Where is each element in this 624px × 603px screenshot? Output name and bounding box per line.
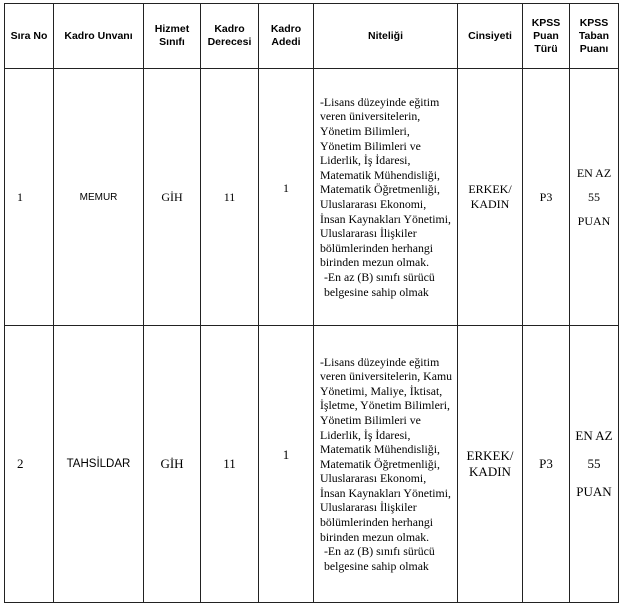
cell-nitelik — [314, 69, 458, 326]
cell-derece: 11 — [201, 326, 259, 603]
cell-unvan: MEMUR — [54, 69, 144, 326]
cell-derece: 11 — [201, 69, 259, 326]
table-row — [5, 69, 619, 326]
cell-sira: 2 — [5, 326, 54, 603]
header-hizmet-sinifi: Hizmet Sınıfı — [144, 4, 201, 69]
taban-line-1: EN AZ — [576, 166, 612, 180]
cell-unvan: TAHSİLDAR — [54, 326, 144, 603]
taban-line-2: 55 — [587, 456, 601, 471]
nitelik-text-2: -En az (B) sınıfı sürücü belgesine sahip olmak — [324, 544, 435, 573]
kadro-table — [4, 3, 619, 603]
cell-puan-turu: P3 — [523, 69, 570, 326]
cell-cinsiyet: ERKEK/ KADIN — [458, 326, 523, 603]
table-row — [5, 326, 619, 603]
cell-sinif: GİH — [144, 69, 201, 326]
nitelik-text: -Lisans düzeyinde eğitim veren üniversitelerin, Yönetim Bilimleri, Yönetim Bilimleri ve Liderlik, İş İdaresi, Matematik Mühendisliği, Matematik Öğretmenliği, Uluslararası Ekonomi, İnsan Kaynakları Yönetimi, Uluslararası İlişkiler bölümlerinden herhangi birinden mezun olmak. — [320, 94, 451, 270]
header-cinsiyeti: Cinsiyeti — [458, 4, 523, 69]
taban-line-2: 55 — [588, 190, 600, 204]
cell-puan-turu: P3 — [523, 326, 570, 603]
taban-line-3: PUAN — [577, 214, 611, 228]
cell-taban-puan — [570, 326, 619, 603]
cell-nitelik — [314, 326, 458, 603]
cell-adet: 1 — [259, 326, 314, 603]
header-kpss-taban-puani: KPSS Taban Puanı — [570, 4, 619, 69]
header-kadro-unvani: Kadro Unvanı — [54, 4, 144, 69]
header-kpss-puan-turu: KPSS Puan Türü — [523, 4, 570, 69]
cell-adet: 1 — [259, 69, 314, 326]
cell-cinsiyet: ERKEK/ KADIN — [458, 69, 523, 326]
cell-taban-puan — [570, 69, 619, 326]
header-kadro-derecesi: Kadro Derecesi — [201, 4, 259, 69]
cell-sinif: GİH — [144, 326, 201, 603]
taban-line-1: EN AZ — [575, 428, 613, 443]
header-sira-no: Sıra No — [5, 4, 54, 69]
taban-line-3: PUAN — [576, 484, 612, 499]
header-row — [5, 4, 619, 69]
nitelik-text-2: -En az (B) sınıfı sürücü belgesine sahip olmak — [324, 269, 435, 299]
header-kadro-adedi: Kadro Adedi — [259, 4, 314, 69]
cell-sira: 1 — [5, 69, 54, 326]
nitelik-text: -Lisans düzeyinde eğitim veren üniversitelerin, Kamu Yönetimi, Maliye, İktisat, İşletme, Yönetim Bilimleri, Yönetim Bilimleri ve Liderlik, İş İdaresi, Matematik Mühendisliği, Matematik Öğretmenliği, Uluslararası Ekonomi, İnsan Kaynakları Yönetimi, Uluslararası İlişkiler bölümlerinden herhangi birinden mezun olmak. — [320, 354, 453, 544]
header-niteligi: Niteliği — [314, 4, 458, 69]
